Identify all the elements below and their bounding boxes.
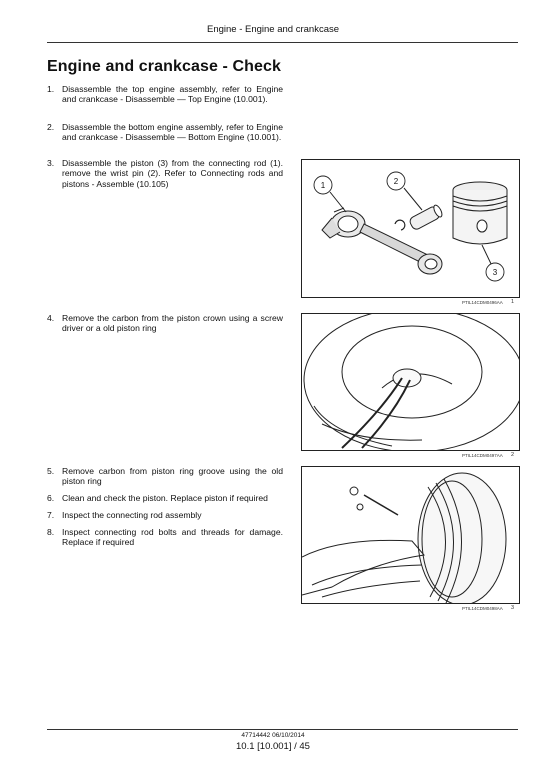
section-title: Engine and crankcase - Check bbox=[47, 58, 282, 75]
step-text: Disassemble the bottom engine assembly, refer to Engine and crankcase - Disassemble — Bottom Engine (10.001). bbox=[62, 122, 283, 143]
step-2 bbox=[47, 122, 283, 143]
step-number: 7. bbox=[47, 510, 55, 520]
connecting-rod-illustration bbox=[302, 160, 519, 297]
footer-doc-info: 47714442 06/10/2014 bbox=[241, 732, 305, 739]
figure-2-number: 2 bbox=[511, 452, 515, 458]
step-number: 4. bbox=[47, 313, 55, 323]
step-number: 1. bbox=[47, 84, 55, 94]
step-6 bbox=[47, 493, 283, 503]
step-5 bbox=[47, 466, 283, 487]
step-number: 3. bbox=[47, 158, 55, 168]
figure-1-number: 1 bbox=[511, 299, 515, 305]
figure-2-caption: PTIL14CDM0497AA bbox=[462, 453, 503, 458]
step-text: Disassemble the top engine assembly, refer to Engine and crankcase - Disassemble — Top Engine (10.001). bbox=[62, 84, 283, 105]
step-number: 5. bbox=[47, 466, 55, 476]
footer-page-number: 10.1 [10.001] / 45 bbox=[236, 741, 310, 752]
footer-rule bbox=[47, 729, 518, 730]
callout-1: 1 bbox=[320, 181, 326, 190]
step-number: 2. bbox=[47, 122, 55, 132]
step-1 bbox=[47, 84, 283, 105]
step-7 bbox=[47, 510, 283, 520]
step-text: Remove the carbon from the piston crown using a screw driver or a old piston ring bbox=[62, 313, 283, 334]
step-text: Disassemble the piston (3) from the connecting rod (1). remove the wrist pin (2). Refer to Connecting rods and pistons - Assemble (10.105) bbox=[62, 158, 283, 189]
step-8 bbox=[47, 527, 283, 548]
step-4 bbox=[47, 313, 283, 334]
figure-1-connecting-rod-piston bbox=[301, 159, 520, 298]
step-text: Inspect connecting rod bolts and threads for damage. Replace if required bbox=[62, 527, 283, 548]
ring-groove-illustration bbox=[302, 467, 519, 603]
step-number: 8. bbox=[47, 527, 55, 537]
callout-3: 3 bbox=[492, 268, 498, 277]
header-rule bbox=[47, 42, 518, 43]
figure-2-piston-crown bbox=[301, 313, 520, 451]
callout-2: 2 bbox=[393, 177, 399, 186]
figure-3-ring-groove bbox=[301, 466, 520, 604]
figure-3-number: 3 bbox=[511, 605, 515, 611]
figure-3-caption: PTIL14CDM0498AA bbox=[462, 606, 503, 611]
step-text: Inspect the connecting rod assembly bbox=[62, 510, 202, 520]
step-text: Clean and check the piston. Replace piston if required bbox=[62, 493, 268, 503]
step-number: 6. bbox=[47, 493, 55, 503]
page-header: Engine - Engine and crankcase bbox=[206, 24, 340, 35]
step-text: Remove carbon from piston ring groove using the old piston ring bbox=[62, 466, 283, 487]
figure-1-caption: PTIL14CDM0496AA bbox=[462, 300, 503, 305]
piston-crown-illustration bbox=[302, 314, 519, 450]
step-3 bbox=[47, 158, 283, 189]
